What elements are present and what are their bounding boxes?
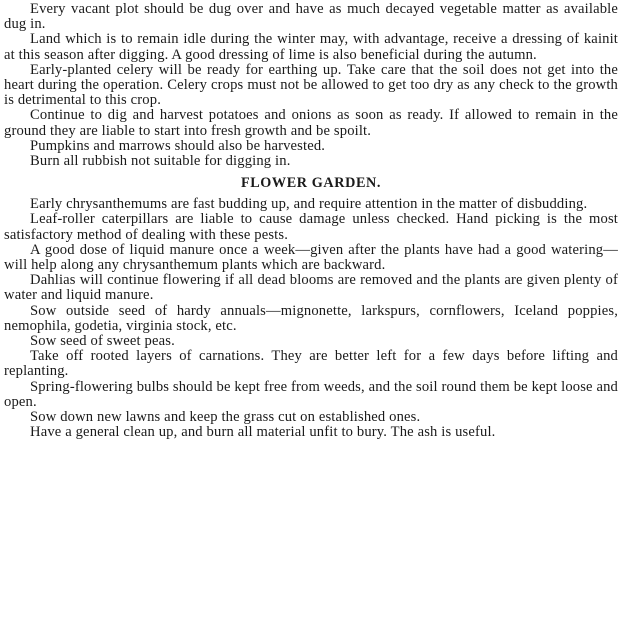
paragraph-chrysanthemums: Early chrysanthemums are fast budding up, and require attention in the matter of disbudding. <box>30 196 588 213</box>
paragraph-pumpkins: Pumpkins and marrows should also be harvested. <box>30 137 326 154</box>
paragraph-liquid-manure: A good dose of liquid manure once a week—given after the plants have had a good watering—will help along any chrysanthemum plants which are backward. <box>4 241 618 274</box>
vegetable-garden-section <box>4 2 618 169</box>
paragraph-carnations: Take off rooted layers of carnations. They are better left for a few days before lifting and replanting. <box>4 348 618 380</box>
paragraph-leaf-roller: Leaf-roller caterpillars are liable to cause damage unless checked. Hand picking is the most satisfactory method of dealing with these pests. <box>4 211 618 243</box>
paragraph-hardy-annuals: Sow outside seed of hardy annuals—mignonette, larkspurs, cornflowers, Iceland poppies, nemophila, godetia, virginia stock, etc. <box>4 302 618 334</box>
paragraph-sweet-peas: Sow seed of sweet peas. <box>30 333 175 350</box>
flower-garden-section <box>4 197 618 440</box>
paragraph-celery: Early-planted celery will be ready for earthing up. Take care that the soil does not get into the heart during the operation. Celery crops must not be allowed to get too dry as any check to the growth is detrimental to this crop. <box>4 61 618 109</box>
paragraph-potatoes-onions: Continue to dig and harvest potatoes and onions as soon as ready. If allowed to remain in the ground they are liable to start into fresh growth and be spoilt. <box>4 107 618 139</box>
paragraph-clean-up: Have a general clean up, and burn all material unfit to bury. The ash is useful. <box>30 424 496 441</box>
paragraph-spring-bulbs: Spring-flowering bulbs should be kept free from weeds, and the soil round them be kept loose and open. <box>4 378 618 410</box>
paragraph-idle-land: Land which is to remain idle during the winter may, with advantage, receive a dressing of kainit at this season after digging. A good dressing of lime is also beneficial during the autumn. <box>4 31 618 63</box>
paragraph-lawns: Sow down new lawns and keep the grass cut on established ones. <box>30 409 421 426</box>
paragraph-vacant-plot: Every vacant plot should be dug over and have as much decayed vegetable matter as available dug in. <box>4 1 618 33</box>
paragraph-dahlias: Dahlias will continue flowering if all dead blooms are removed and the plants are given plenty of water and liquid manure. <box>4 272 618 304</box>
section-heading-flower-garden: FLOWER GARDEN. <box>240 175 382 192</box>
paragraph-burn-rubbish: Burn all rubbish not suitable for digging in. <box>30 153 291 170</box>
